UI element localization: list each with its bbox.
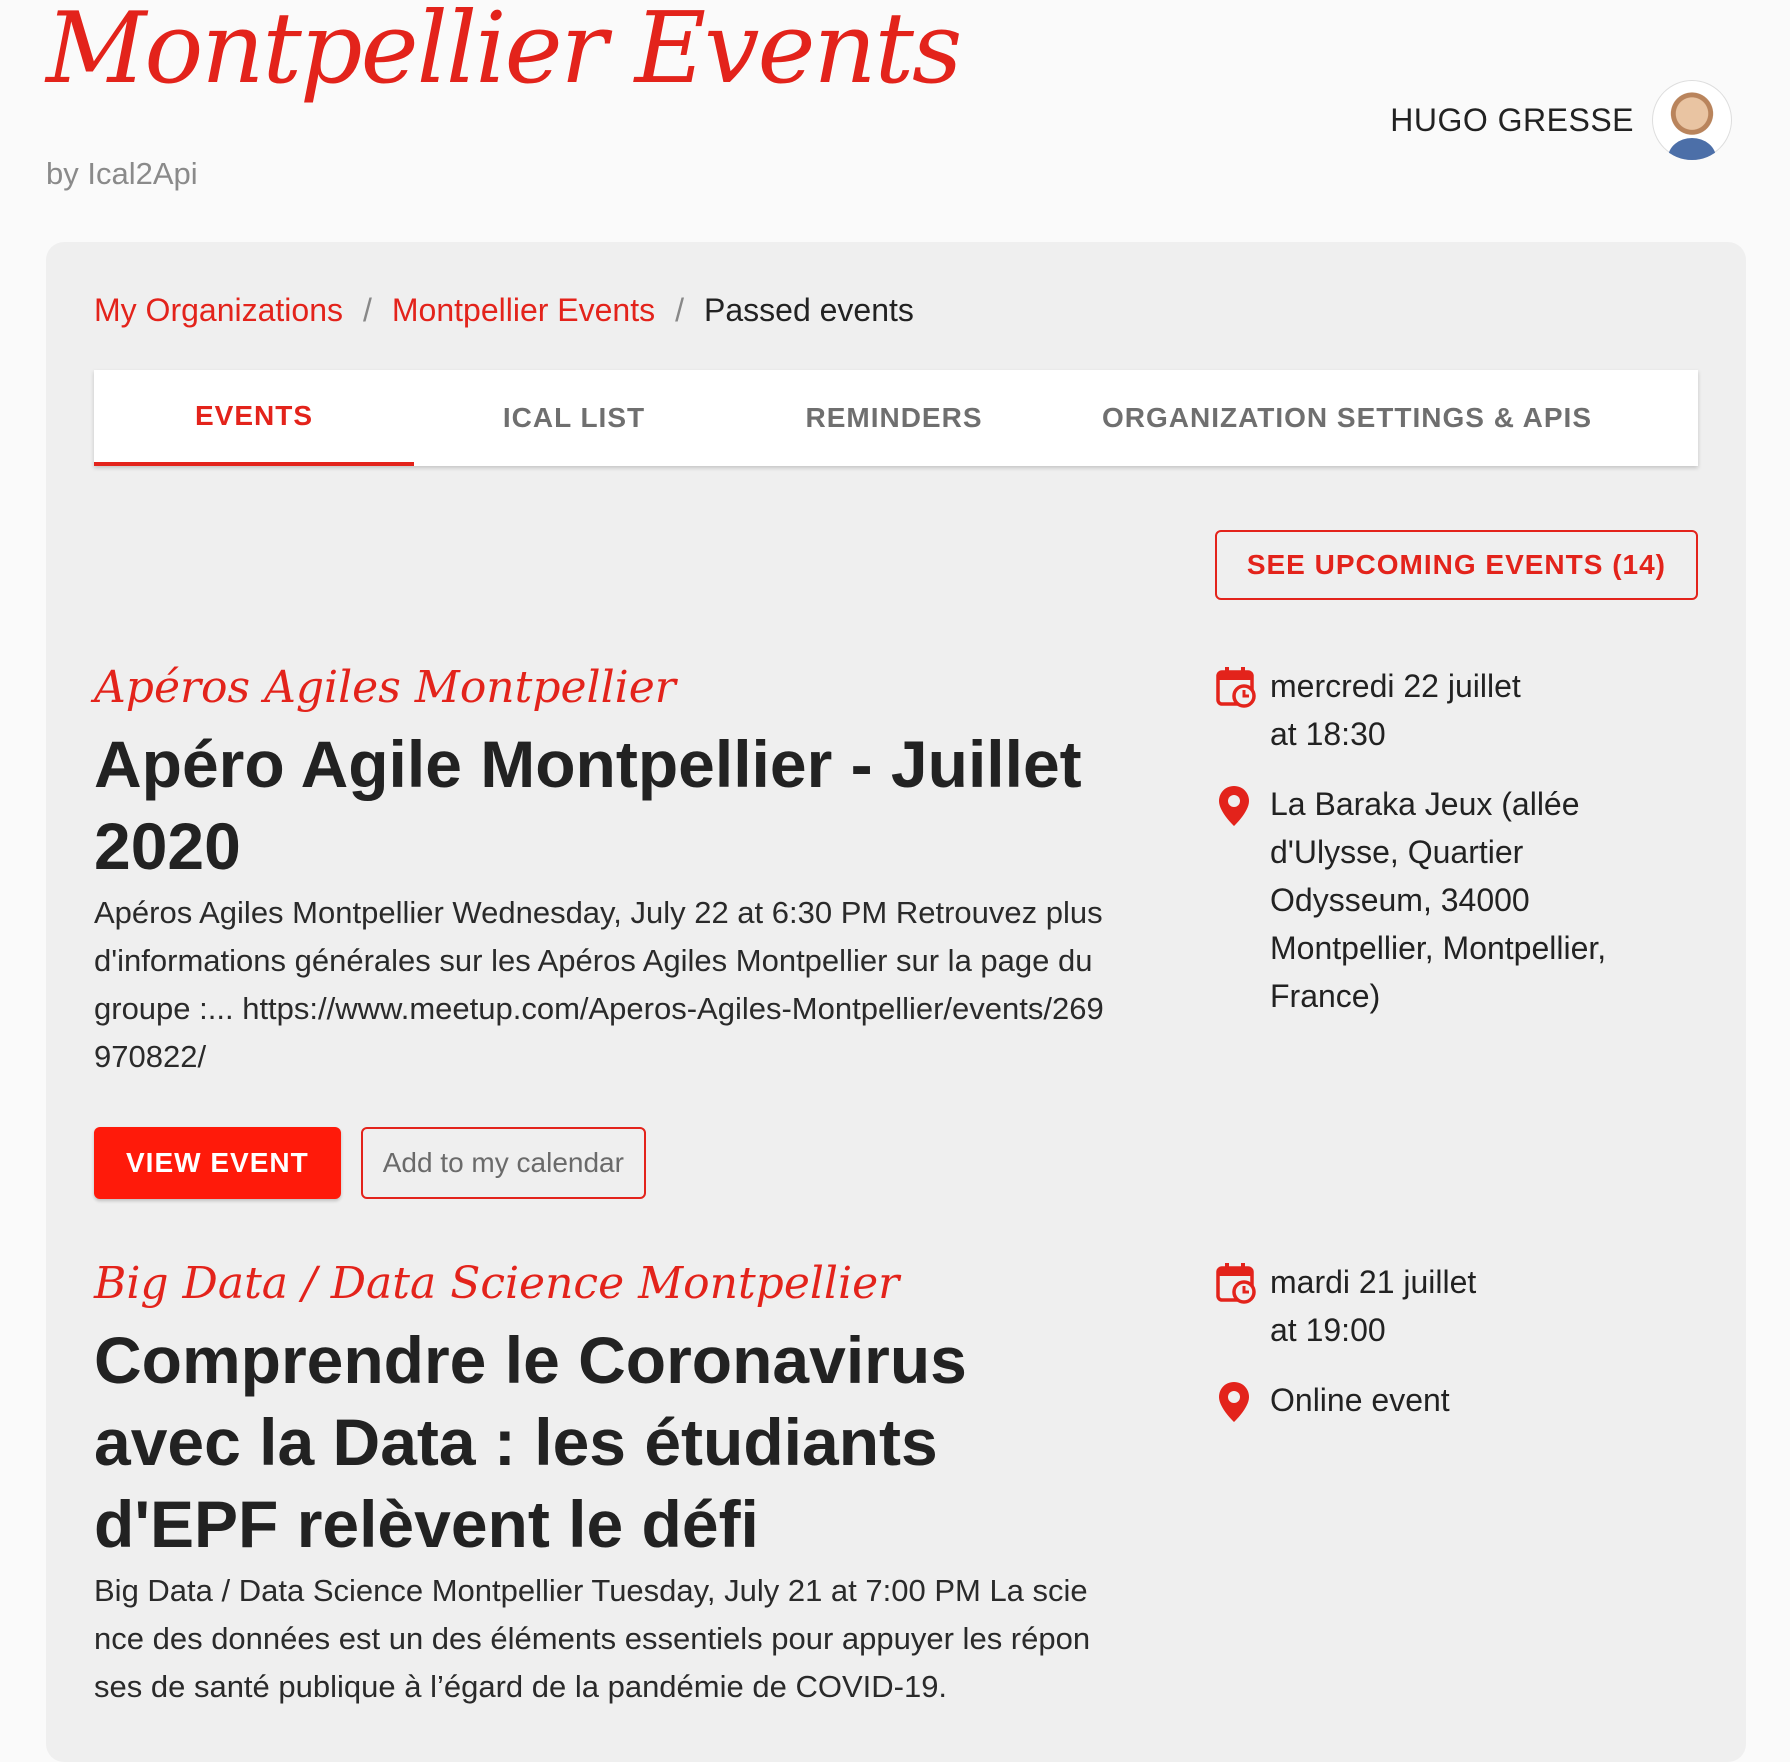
breadcrumb [94, 292, 914, 329]
tab-events[interactable]: EVENTS [94, 370, 414, 466]
tab-ical-list[interactable]: ICAL LIST [502, 402, 646, 433]
event-title: Comprendre le Coronavirus avec la Data : les étudiants d'EPF relèvent le défi [94, 1323, 967, 1561]
user-menu[interactable] [1390, 80, 1732, 160]
event-date: mercredi 22 juillet at 18:30 [1270, 668, 1521, 752]
event-group-name: Apéros Agiles Montpellier [94, 662, 676, 713]
event-title: Apéro Agile Montpellier - Juillet 2020 [94, 727, 1082, 883]
user-name[interactable]: HUGO GRESSE [1390, 101, 1634, 138]
breadcrumb-my-organizations[interactable]: My Organizations [94, 292, 343, 328]
app-subtitle: by Ical2Api [46, 156, 198, 191]
event-date-row [1216, 662, 1686, 758]
location-pin-icon [1216, 780, 1260, 828]
see-upcoming-events-button[interactable]: SEE UPCOMING EVENTS (14) [1215, 530, 1698, 600]
event-location-row [1216, 780, 1686, 1020]
event-actions [94, 1127, 1698, 1199]
app-title[interactable]: Montpellier Events [46, 0, 961, 106]
main-card [46, 242, 1746, 1762]
breadcrumb-separator: / [675, 292, 684, 328]
avatar[interactable] [1652, 80, 1732, 160]
breadcrumb-current: Passed events [704, 292, 914, 328]
calendar-clock-icon [1216, 662, 1260, 708]
tab-organization-settings[interactable]: ORGANIZATION SETTINGS & APIS [1102, 402, 1593, 433]
event-location-row [1216, 1376, 1686, 1424]
event-date-row [1216, 1258, 1686, 1354]
event-card [94, 662, 1698, 1199]
event-meta [1216, 1258, 1686, 1424]
event-location: La Baraka Jeux (allée d'Ulysse, Quartier Odysseum, 34000 Montpellier, Montpellier, France) [1270, 786, 1607, 1014]
tab-reminders[interactable]: REMINDERS [805, 402, 983, 433]
event-meta [1216, 662, 1686, 1020]
view-event-button[interactable]: VIEW EVENT [94, 1127, 341, 1199]
app-header [0, 0, 1790, 240]
event-group-name: Big Data / Data Science Montpellier [94, 1258, 900, 1309]
calendar-clock-icon [1216, 1258, 1260, 1304]
event-location: Online event [1270, 1382, 1450, 1418]
location-pin-icon [1216, 1376, 1260, 1424]
event-card [94, 1258, 1698, 1711]
event-description: Apéros Agiles Montpellier Wednesday, July 22 at 6:30 PM Retrouvez plus d'informations générales sur les Apéros Agiles Montpellier sur la page du groupe :... https://www.meetup.com/Aperos-Agiles-Montpellier/events/269970822/ [94, 895, 1104, 1074]
add-to-calendar-button[interactable]: Add to my calendar [361, 1127, 646, 1199]
tab-bar [94, 370, 1698, 466]
breadcrumb-montpellier-events[interactable]: Montpellier Events [391, 292, 656, 328]
breadcrumb-separator: / [362, 292, 372, 328]
event-date: mardi 21 juillet at 19:00 [1270, 1264, 1477, 1348]
event-description: Big Data / Data Science Montpellier Tuesday, July 21 at 7:00 PM La science des données est un des éléments essentiels pour appuyer les réponses de santé publique à l’égard de la pandémie de COVID-19. [94, 1573, 1091, 1704]
